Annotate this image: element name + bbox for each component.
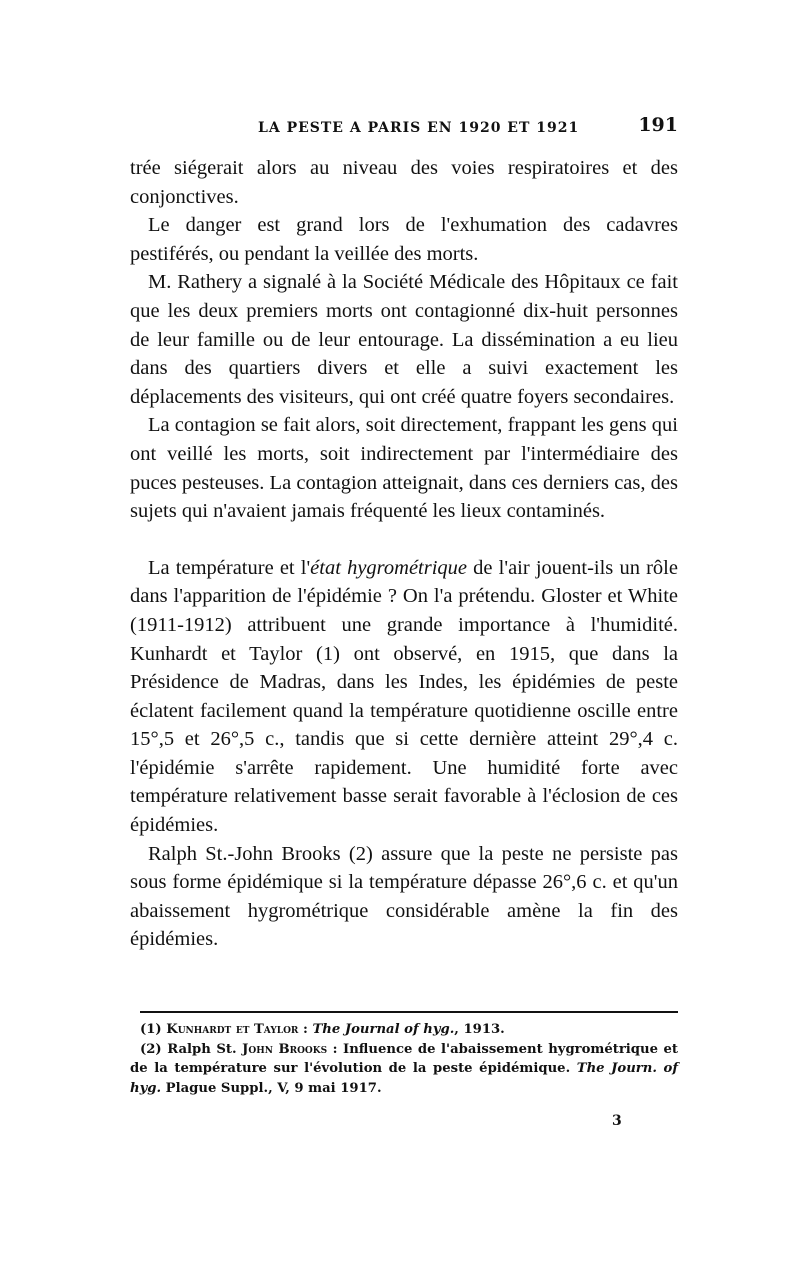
footnotes [130, 1020, 678, 1098]
footnote-2-author-sc: John Brooks [242, 1041, 328, 1057]
page-number: 191 [638, 114, 678, 136]
footnote-1-marker: (1) [140, 1022, 162, 1037]
footnote-2-journal: The Journ. of hyg. [130, 1061, 679, 1096]
paragraph-5 [130, 554, 678, 840]
footnote-2-title: : Influence de l'abaissement hygrométrique et de la température sur l'évolution de la peste épidémique. [130, 1041, 679, 1076]
footnote-rule [140, 1011, 678, 1013]
footnote-1 [130, 1020, 678, 1040]
footnote-1-journal: The Journal of hyg. [312, 1022, 455, 1037]
footnote-2-marker: (2) [140, 1041, 162, 1057]
footnote-1-authors: Kunhardt et Taylor [166, 1022, 299, 1037]
paragraph-5-italic: état hygrométrique [310, 556, 468, 579]
footnote-2-rest: Plague Suppl., V, 9 mai 1917. [161, 1080, 382, 1096]
page-header [130, 112, 678, 142]
footnote-2 [130, 1040, 678, 1099]
paragraph-1: trée siégerait alors au niveau des voies respiratoires et des conjonctives. [130, 157, 678, 208]
body-text [130, 154, 678, 954]
paragraph-6: Ralph St.-John Brooks (2) assure que la peste ne persiste pas sous forme épidémique si la température dépasse 26°,6 c. et qu'un abaissement hygrométrique considérable amène la fin des épidémies. [130, 842, 678, 951]
paragraph-5-start: La température et l' [148, 556, 311, 579]
paragraph-4: La contagion se fait alors, soit directement, frappant les gens qui ont veillé les morts, soit indirectement par l'intermédiaire des puces pesteuses. La contagion atteignait, dans ces derniers cas, des sujets qui n'avaient jamais fréquenté les lieux contaminés. [130, 414, 678, 523]
footnote-1-sep: : [298, 1022, 313, 1037]
footnote-2-author-first: Ralph St. [167, 1041, 243, 1057]
running-head: LA PESTE A PARIS EN 1920 ET 1921 [258, 120, 580, 136]
paragraph-3: M. Rathery a signalé à la Société Médicale des Hôpitaux ce fait que les deux premiers morts ont contagionné dix-huit personnes de leur famille ou de leur entourage. La dissémination a eu lieu dans des quartiers divers et elle a suivi exactement les déplacements des visiteurs, qui ont créé quatre foyers secondaires. [130, 271, 678, 408]
paragraph-5-rest: de l'air jouent-ils un rôle dans l'apparition de l'épidémie ? On l'a prétendu. Gloster et White (1911-1912) attribuent une grande importance à l'humidité. Kunhardt et Taylor (1) ont observé, en 1915, que dans la Présidence de Madras, dans les Indes, les épidémies de peste éclatent facilement quand la température quotidienne oscille entre 15°,5 et 26°,5 c., tandis que si cette dernière atteint 29°,4 c. l'épidémie s'arrête rapidement. Une humidité forte avec température relativement basse serait favorable à l'éclosion de ces épidémies. [130, 556, 678, 837]
signature-mark: 3 [612, 1113, 622, 1129]
footnote-1-rest: , 1913. [454, 1022, 505, 1037]
paragraph-2: Le danger est grand lors de l'exhumation des cadavres pestiférés, ou pendant la veillée des morts. [130, 214, 678, 265]
